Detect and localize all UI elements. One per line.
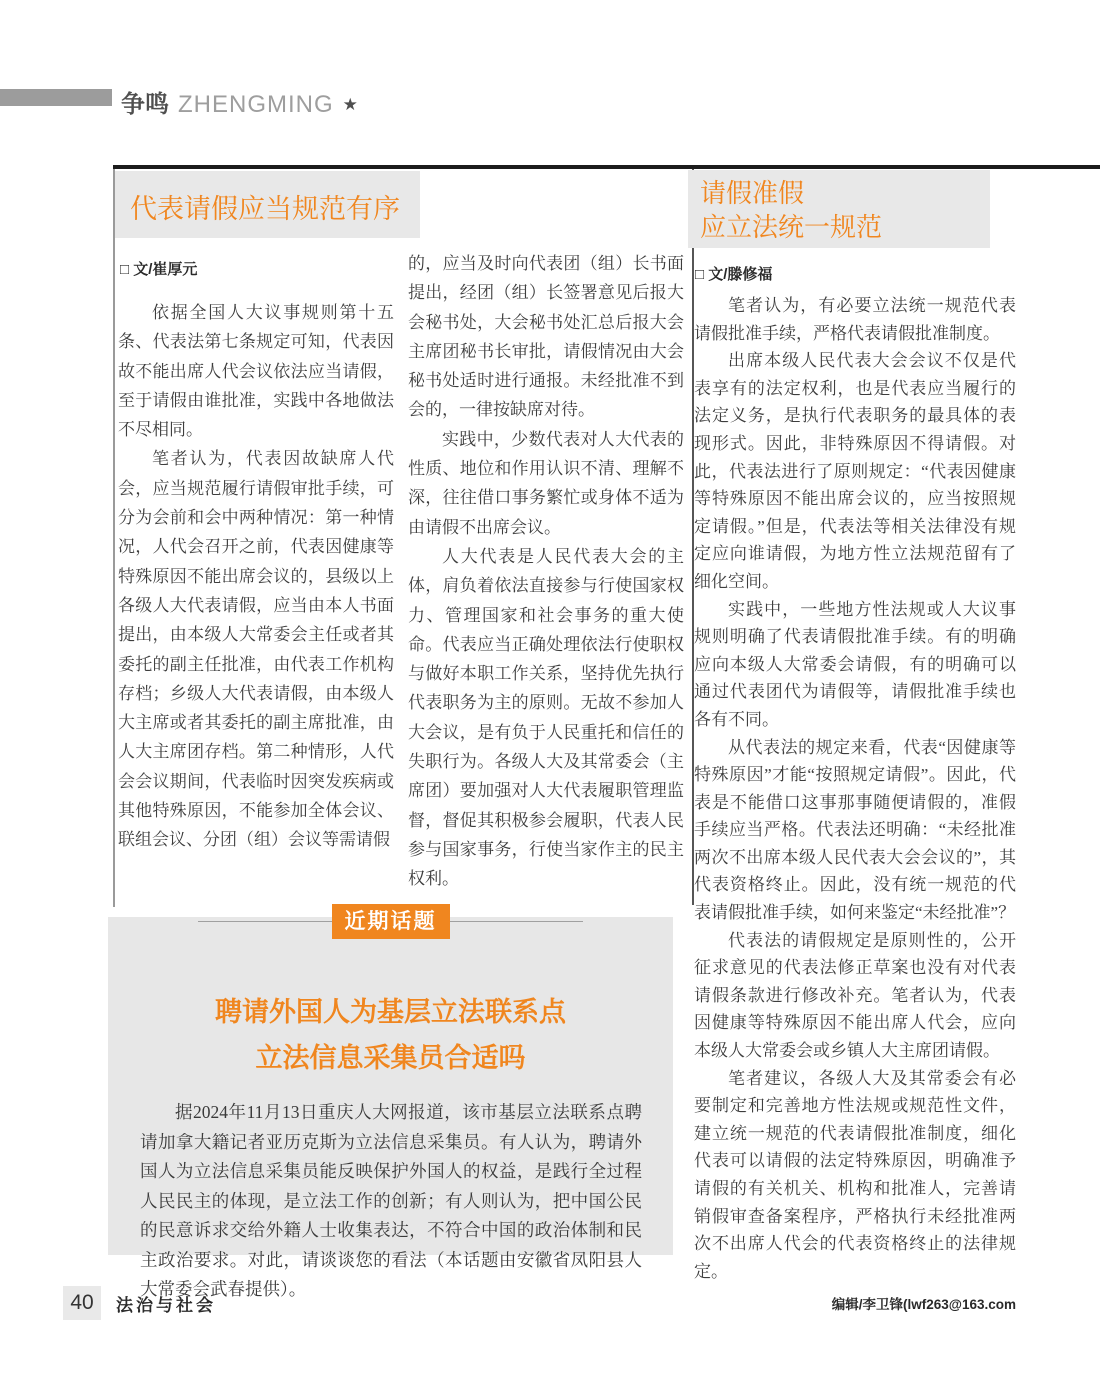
right-article-column	[694, 292, 1016, 1319]
section-header	[121, 84, 358, 119]
journal-name: 法治与社会	[116, 1295, 216, 1315]
section-title-cn: 争鸣	[121, 91, 169, 118]
star-icon: ★	[342, 95, 358, 114]
paragraph: 出席本级人民代表大会会议不仅是代表享有的法定权利，也是代表应当履行的法定义务，是执行代表职务的最具体的表现形式。因此，非特殊原因不得请假。对此，代表法进行了原则规定：“代表因健康等特殊原因不能出席会议的，应当按照规定请假。”但是，代表法等相关法律没有规定应向谁请假，为地方性立法规范留有了细化空间。	[694, 351, 1016, 591]
paragraph: 的，应当及时向代表团（组）长书面提出，经团（组）长签署意见后报大会秘书处，大会秘书处汇总后报大会主席团秘书长审批，请假情况由大会秘书处适时进行通报。未经批准不到会的，一律按缺席对待。	[408, 254, 684, 420]
paragraph: 代表法的请假规定是原则性的，公开征求意见的代表法修正草案也没有对代表请假条款进行修改补充。笔者认为，代表因健康等特殊原因不能出席人代会，应向本级人大常委会或乡镇人大主席团请假。	[694, 930, 1016, 1061]
right-article-title-line1: 请假准假	[700, 178, 805, 208]
header-accent-bar	[0, 89, 112, 106]
badge-right-rule	[450, 921, 584, 922]
right-article-title	[688, 170, 990, 248]
section-title-en: ZHENGMING	[178, 91, 334, 118]
paragraph: 笔者建议，各级人大及其常委会有必要制定和完善地方性法规或规范性文件，建立统一规范的代表请假批准制度，细化代表可以请假的法定特殊原因，明确准予请假的有关机关、机构和批准人，完善请销假审查备案程序，严格执行未经批准两次不出席人代会的代表资格终止的法律规定。	[694, 1068, 1016, 1281]
left-article-title-text: 代表请假应当规范有序	[130, 194, 400, 224]
topic-title-line1: 聘请外国人为基层立法联系点	[215, 997, 566, 1027]
editor-note: 编辑/李卫锋(lwf263@163.com	[831, 1297, 1016, 1313]
left-edge-rule	[113, 169, 115, 907]
paragraph: 实践中，一些地方性法规或人大议事规则明确了代表请假批准手续。有的明确应向本级人大常委会请假，有的明确可以通过代表团代为请假等，请假批准手续也各有不同。	[694, 599, 1016, 729]
paragraph: 从代表法的规定来看，代表“因健康等特殊原因”才能“按照规定请假”。因此，代表是不能借口这事那事随便请假的，准假手续应当严格。代表法还明确：“未经批准两次不出席本级人民代表大会会议的”，其代表资格终止。因此，没有统一规范的代表请假批准手续，如何来鉴定“未经批准”？	[694, 737, 1016, 923]
topic-title	[108, 989, 673, 1081]
topic-badge-row	[198, 904, 583, 939]
paragraph: 依据全国人大议事规则第十五条、代表法第七条规定可知，代表因故不能出席人代会议依法应当请假，至于请假由谁批准，实践中各地做法不尽相同。	[118, 303, 394, 440]
paragraph: 人大代表是人民代表大会的主体，肩负着依法直接参与行使国家权力、管理国家和社会事务的重大使命。代表应当正确处理依法行使职权与做好本职工作关系，坚持优先执行代表职务为主的原则。无故不参加人大会议，是有负于人民重托和信任的失职行为。各级人大及其常委会（主席团）要加强对人大代表履职管理监督，督促其积极参会履职，代表人民参与国家事务，行使当家作主的民主权利。	[408, 546, 684, 889]
topic-title-line2: 立法信息采集员合适吗	[255, 1043, 526, 1073]
topic-box	[108, 910, 673, 1299]
left-article-byline: □ 文/崔厚元	[120, 261, 198, 278]
topic-body: 据2024年11月13日重庆人大网报道，该市基层立法联系点聘请加拿大籍记者亚历克斯为立法信息采集员。有人认为，聘请外国人为立法信息采集员能反映保护外国人的权益，是践行全过程人民民主的体现，是立法工作的创新；有人则认为，把中国公民的民意诉求交给外籍人士收集表达，不符合中国的政治体制和民主政治要求。对此，请谈谈您的看法（本话题由安徽省凤阳县人大常委会武春提供）。	[140, 1102, 642, 1299]
paragraph: 笔者认为，代表因故缺席人代会，应当规范履行请假审批手续，可分为会前和会中两种情况：第一种情况，人代会召开之前，代表因健康等特殊原因不能出席会议的，县级以上各级人大代表请假，应当由本人书面提出，由本级人大常委会主任或者其委托的副主任批准，由代表工作机构存档；乡级人大代表请假，由本级人大主席或者其委托的副主席批准，由人大主席团存档。第二种情形，人代会会议期间，代表临时因突发疾病或其他特殊原因，不能参加全体会议、联组会议、分团（组）会议等需请假	[118, 449, 394, 850]
paragraph: 笔者认为，有必要立法统一规范代表请假批准手续，严格代表请假批准制度。	[694, 296, 1016, 343]
top-rule	[113, 165, 1100, 169]
paragraph: 实践中，少数代表对人大代表的性质、地位和作用认识不清、理解不深，往往借口事务繁忙或身体不适为由请假不出席会议。	[408, 429, 684, 537]
right-article-title-line2: 应立法统一规范	[700, 212, 883, 242]
badge-left-rule	[198, 921, 332, 922]
page-footer	[63, 1286, 216, 1320]
left-article-column-1	[118, 298, 394, 850]
left-article-title	[115, 171, 420, 238]
topic-badge: 近期话题	[332, 904, 450, 939]
left-article-column-2	[408, 249, 684, 889]
right-article-byline: □ 文/滕修福	[695, 266, 773, 283]
page-number: 40	[63, 1286, 101, 1320]
